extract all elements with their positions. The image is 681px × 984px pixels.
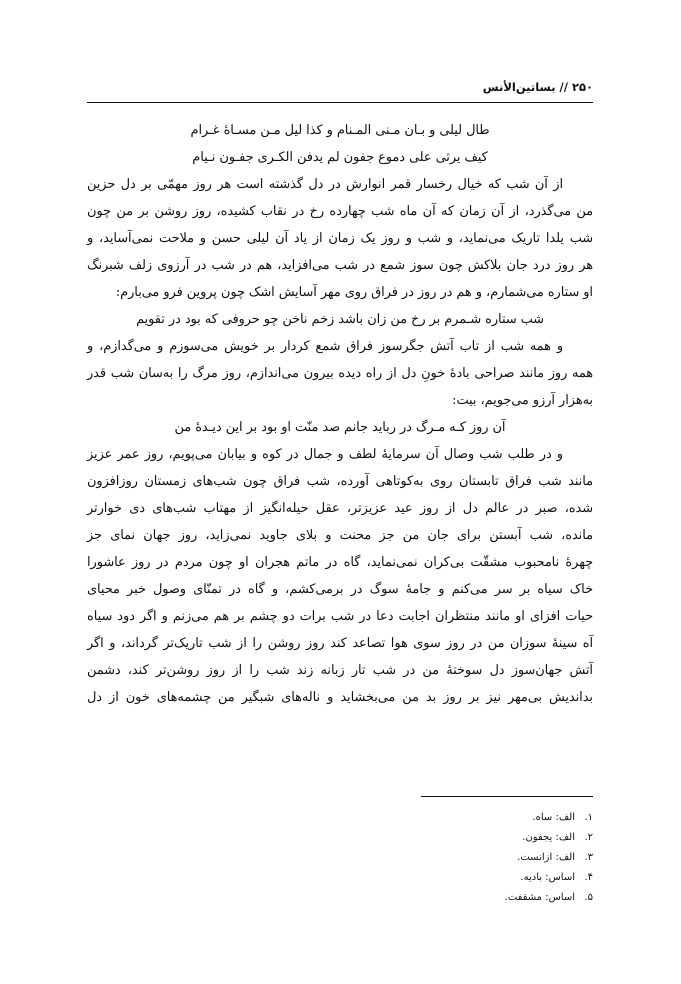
footnote — [293, 828, 593, 848]
footnote — [293, 868, 593, 888]
footnote-number: ۴. — [584, 872, 593, 883]
footnote-rule — [421, 796, 593, 797]
footnote-number: ۱. — [584, 812, 593, 823]
text-line: شده، صبر در عالم دل از روز عید عزیزتر، عقل حیله‌انگیز از مهتاب شب‌های دی خوارتر — [87, 501, 593, 516]
text-line: به‌هزار آرزو می‌جویم، بیت: — [452, 393, 593, 408]
footnote — [293, 848, 593, 868]
text-line: از آن شب که خیال رخسار قمر انوارش در دل گذشته است هر روز مهمّی بر دل حزین — [87, 177, 563, 192]
text-line: هر روز درد جان بلاکش چون سوز شمع در شب می‌افزاید، هم در شب در آرزوی زلف شبرنگ — [87, 258, 593, 273]
text-line: حیات افزای او مانند منتظران اجابت دعا در شب برات دو چشم بر هم می‌زنم و اگر دود سیاه — [87, 609, 593, 624]
footnote-number: ۵. — [584, 892, 593, 903]
text-line: و در طلب شب وصال آن سرمایهٔ لطف و جمال در کوه و بیابان می‌پویم، روز عمر عزیز — [87, 447, 563, 462]
header-rule — [87, 102, 593, 103]
text-line: آتش جهان‌سوز دل سوختهٔ من در شب تار زبانه زند شب را از روز روشن‌تر کند، دشمن — [87, 663, 593, 678]
text-line: مانند شب فراق تابستان روی به‌کوتاهی آورده، شب فراق چون شب‌های زمستان روزافزون — [87, 474, 593, 489]
running-header: ۲۵۰ // بساتین‌الأنس — [482, 80, 593, 94]
text-line: مانده، شب آبستن برای جان من جز محنت و بلای جاوید نمی‌زاید، روز جهان نمای جز — [87, 528, 593, 543]
text-line: او ستاره می‌شمارم، و هم در روز در فراق روی مهر آسایش اشک چون پروین فرو می‌بارم: — [115, 285, 593, 300]
footnote-number: ۳. — [584, 852, 593, 863]
text-line: همه روز مانند صراحی بادهٔ خونِ دل از راه دیده بیرون می‌اندازم، روز مرگ را به‌سان شب قدر — [87, 366, 593, 381]
footnote-text: الف: ساه. — [532, 812, 575, 823]
verse-line: آن روز کـه مـرگ در رباید جانم صد منّت او بود بر این دیـدهٔ من — [174, 420, 506, 435]
text-line: چهرهٔ نامحبوب مشقّت بی‌کران نمی‌نماید، گاه در ماتم هجران او چون مردم در روز عاشورا — [87, 555, 593, 570]
text-line: بداندیش بی‌مهر نیز بر روز بد من می‌بخشاید و ناله‌های شبگیر من چشمه‌های خون از دل — [87, 690, 593, 705]
footnote-text: الف: یجفون. — [522, 832, 575, 843]
body-text — [87, 117, 593, 711]
text-line: و همه شب از تاب آتش جگرسوز فراق شمع کردار بر خویش می‌سوزم و می‌گدازم، و — [87, 339, 563, 354]
verse-line: شب ستاره شـمرم بر رخ من زان باشد زخم ناخن چو حروفی که بود در تقویم — [136, 312, 544, 327]
text-line: شب یلدا تاریک می‌نماید، و شب و روز یک زمان از یاد آن لیلی حسن و ملاحت نمی‌آساید، و — [87, 231, 593, 246]
footnote-text: اساس: مشقفت. — [504, 892, 575, 903]
footnote — [293, 808, 593, 828]
footnotes — [293, 808, 593, 908]
footnote — [293, 888, 593, 908]
footnote-number: ۲. — [584, 832, 593, 843]
text-line: آه سینهٔ سوزان من در روز سوی هوا تصاعد کند روز روشن را از شب تاریک‌تر گرداند، و اگر — [87, 636, 593, 651]
verse-line: طال لیلی و بـان مـنی المـنام و کذا لیل مـن مسـاهٔ غـرام — [190, 123, 490, 138]
footnote-text: الف: ازانست. — [517, 852, 575, 863]
verse-line: کیف یرثی علی دموع جفون لم یدفن الکـری جفـون نـیام — [192, 150, 488, 165]
text-line: خاک سیاه بر سر می‌کنم و جامهٔ سوگ در برمی‌کشم، و گاه در تمنّای وصول خبر محیای — [87, 582, 593, 597]
text-line: من می‌گذرد، از آن زمان که آن ماه شب چهارده رخ در نقاب کشیده، روز روشن بر من چون — [87, 204, 593, 219]
footnote-text: اساس: بادیه. — [520, 872, 575, 883]
